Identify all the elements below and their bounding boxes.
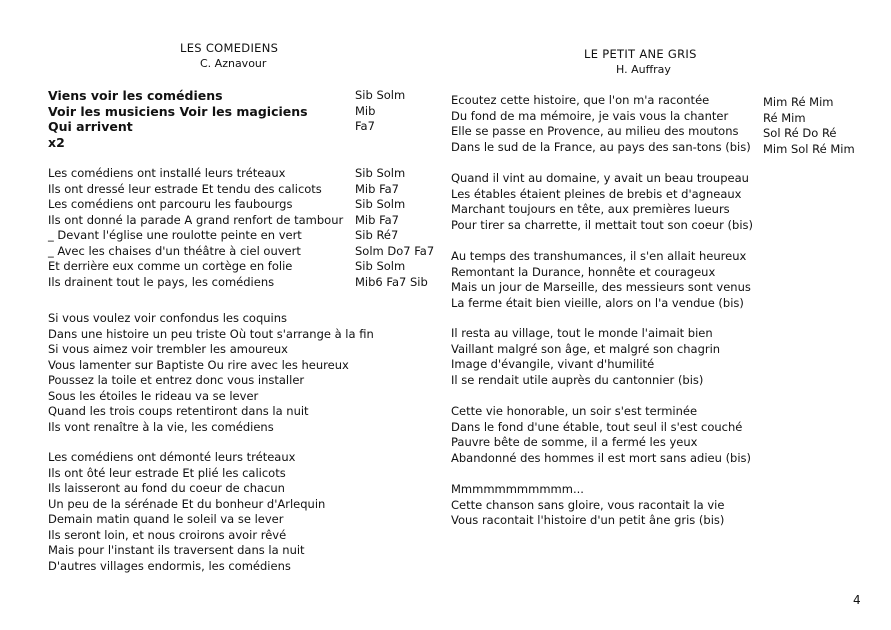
- chord-line: Fa7: [355, 119, 375, 133]
- song1-author: C. Aznavour: [200, 57, 267, 70]
- song2-author: H. Auffray: [616, 63, 671, 76]
- song1-intro: [48, 88, 308, 150]
- lyric-line: Image d'évangile, vivant d'humilité: [451, 357, 655, 371]
- lyric-line: Si vous aimez voir trembler les amoureux: [48, 342, 288, 356]
- lyric-line: Au temps des transhumances, il s'en allait heureux: [451, 249, 747, 263]
- lyric-line: Mmmmmmmmmmm...: [451, 482, 584, 496]
- song2-verse1-chords: [763, 95, 855, 157]
- song2-verse1: [451, 93, 751, 155]
- lyric-line: Un peu de la sérénade Et du bonheur d'Arlequin: [48, 496, 326, 511]
- song2-stanza: [451, 482, 724, 529]
- chord-line: Mib: [355, 103, 376, 118]
- lyric-line: Et derrière eux comme un cortège en folie: [48, 259, 293, 273]
- lyric-line: _ Avec les chaises d'un théâtre à ciel ouvert: [48, 243, 301, 258]
- lyric-line: Marchant toujours en tête, aux premières lueurs: [451, 202, 730, 216]
- lyric-line: Dans le sud de la France, au pays des san-tons (bis): [451, 139, 751, 154]
- chord-line: Solm Do7 Fa7: [355, 243, 435, 258]
- intro-line: Qui arrivent: [48, 119, 133, 134]
- lyric-line: Cette vie honorable, un soir s'est terminée: [451, 404, 698, 418]
- song1-intro-chords: [355, 88, 405, 135]
- lyric-line: Mais un jour de Marseille, des messieurs sont venus: [451, 280, 751, 294]
- lyric-line: Ils drainent tout le pays, les comédiens: [48, 274, 275, 289]
- intro-line: Voir les musiciens Voir les magiciens: [48, 103, 308, 119]
- lyric-line: Mais pour l'instant ils traversent dans la nuit: [48, 543, 305, 557]
- lyric-line: Si vous voulez voir confondus les coquins: [48, 311, 288, 325]
- lyric-line: Les étables étaient pleines de brebis et d'agneaux: [451, 186, 742, 201]
- chord-line: Sib Solm: [355, 166, 406, 180]
- chord-line: Sib Solm: [355, 88, 406, 102]
- song2-title: LE PETIT ANE GRIS: [584, 47, 697, 61]
- lyric-line: Les comédiens ont démonté leurs tréteaux: [48, 450, 296, 464]
- lyric-line: Dans le fond d'une étable, tout seul il s'est couché: [451, 419, 743, 434]
- lyric-line: Elle se passe en Provence, au milieu des moutons: [451, 124, 739, 138]
- chord-line: Mib Fa7: [355, 212, 399, 227]
- lyric-line: Ils laisseront au fond du coeur de chacun: [48, 481, 285, 495]
- lyric-line: Les comédiens ont parcouru les faubourgs: [48, 197, 293, 211]
- lyric-line: Ils ont dressé leur estrade Et tendu des calicots: [48, 181, 322, 196]
- lyric-line: Poussez la toile et entrez donc vous installer: [48, 373, 305, 387]
- lyric-line: Dans une histoire un peu triste Où tout s'arrange à la fin: [48, 326, 374, 341]
- song1-verse1-chords: [355, 166, 434, 290]
- song1-title: LES COMEDIENS: [180, 41, 279, 55]
- song2-stanza: [451, 249, 751, 311]
- lyric-line: Ils vont renaître à la vie, les comédiens: [48, 419, 274, 434]
- chord-line: Sib Ré7: [355, 228, 399, 242]
- chord-line: Mim Ré Mim: [763, 95, 834, 109]
- song1-verse1: [48, 166, 343, 290]
- chord-line: Sib Solm: [355, 197, 406, 211]
- lyric-line: Abandonné des hommes il est mort sans adieu (bis): [451, 450, 752, 465]
- lyric-line: Sous les étoiles le rideau va se lever: [48, 388, 259, 403]
- lyric-line: D'autres villages endormis, les comédiens: [48, 558, 291, 573]
- lyric-line: Pauvre bête de somme, il a fermé les yeux: [451, 435, 698, 449]
- lyric-line: Du fond de ma mémoire, je vais vous la chanter: [451, 108, 729, 123]
- lyric-line: Ils ont donné la parade A grand renfort de tambour: [48, 212, 344, 227]
- chord-line: Mib6 Fa7 Sib: [355, 274, 428, 289]
- chord-line: Ré Mim: [763, 110, 806, 125]
- lyric-line: Vaillant malgré son âge, et malgré son chagrin: [451, 341, 721, 356]
- lyric-line: Demain matin quand le soleil va se lever: [48, 512, 284, 526]
- lyric-line: La ferme était bien vieille, alors on l'a vendue (bis): [451, 295, 744, 310]
- lyric-line: Ecoutez cette histoire, que l'on m'a racontée: [451, 93, 710, 107]
- song2-stanza: [451, 326, 720, 388]
- lyric-line: Quand les trois coups retentiront dans la nuit: [48, 404, 309, 418]
- lyric-line: Vous racontait l'histoire d'un petit âne gris (bis): [451, 513, 725, 527]
- intro-line: Viens voir les comédiens: [48, 88, 223, 103]
- song1-verse3: [48, 450, 325, 574]
- page-number: 4: [853, 593, 861, 607]
- lyric-line: Ils seront loin, et nous croirons avoir rêvé: [48, 527, 287, 542]
- chord-line: Mib Fa7: [355, 181, 399, 196]
- lyric-line: Remontant la Durance, honnête et courageux: [451, 264, 716, 279]
- lyric-line: Il resta au village, tout le monde l'aimait bien: [451, 326, 713, 340]
- chord-line: Mim Sol Ré Mim: [763, 141, 855, 156]
- intro-line: x2: [48, 134, 65, 150]
- lyric-line: Quand il vint au domaine, y avait un beau troupeau: [451, 171, 749, 185]
- song2-stanza: [451, 404, 751, 466]
- chord-line: Sol Ré Do Ré: [763, 126, 837, 140]
- lyric-line: _ Devant l'église une roulotte peinte en vert: [48, 228, 302, 242]
- lyric-line: Les comédiens ont installé leurs tréteaux: [48, 166, 286, 180]
- lyric-line: Cette chanson sans gloire, vous racontait la vie: [451, 497, 725, 512]
- song1-verse2: [48, 311, 374, 435]
- chord-line: Sib Solm: [355, 259, 406, 273]
- lyric-line: Il se rendait utile auprès du cantonnier (bis): [451, 372, 704, 387]
- lyric-line: Ils ont ôté leur estrade Et plié les calicots: [48, 465, 286, 480]
- lyric-line: Pour tirer sa charrette, il mettait tout son coeur (bis): [451, 217, 753, 232]
- song2-stanza: [451, 171, 753, 233]
- lyric-line: Vous lamenter sur Baptiste Ou rire avec les heureux: [48, 357, 349, 372]
